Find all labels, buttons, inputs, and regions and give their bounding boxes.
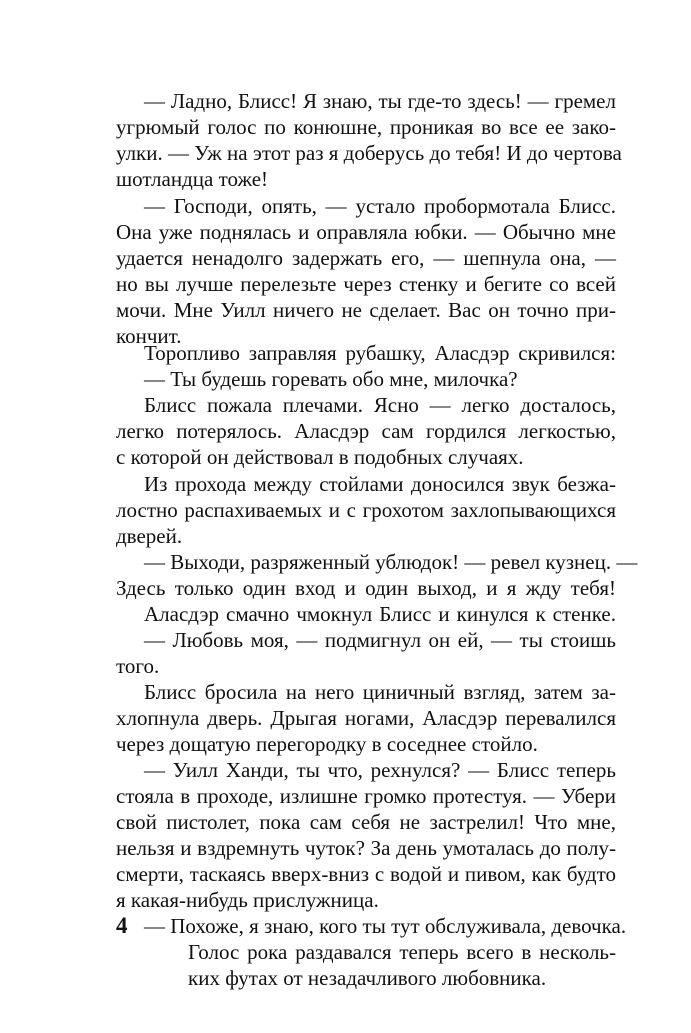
text-line: — Любовь моя, — подмигнул он ей, — ты стоишь — [144, 628, 616, 652]
text-line: того. — [116, 654, 160, 678]
text-line: — Ладно, Блисс! Я знаю, ты где-то здесь! — гремел — [144, 89, 616, 113]
text-line: улки. — Уж на этот раз я доберусь до тебя! И до чертова — [116, 141, 622, 165]
text-line: ких футах от незадачливого любовника. — [188, 966, 547, 990]
text-line: Из прохода между стойлами доносился звук безжа- — [144, 472, 616, 496]
text-line: — Господи, опять, — устало пробормотала Блисс. — [144, 194, 616, 218]
text-line: шотландца тоже! — [116, 167, 269, 191]
text-line: Блисс бросила на него циничный взгляд, затем за- — [144, 680, 616, 704]
text-line: стояла в проходе, излишне громко протестуя. — Убери — [116, 784, 616, 808]
text-line: Здесь только один вход и один выход, и я жду тебя! — [116, 576, 616, 600]
text-line: мочи. Мне Уилл ничего не сделает. Вас он точно при- — [116, 298, 616, 322]
text-line: с которой он действовал в подобных случаях. — [116, 445, 524, 469]
text-line: удается ненадолго задержать его, — шепнула она, — — [116, 246, 616, 270]
text-line: лостно распахиваемых и с грохотом захлопывающихся — [116, 498, 616, 522]
text-line: я какая-нибудь прислужница. — [116, 888, 379, 912]
text-line: кончит. — [116, 324, 182, 348]
text-line: смерти, таскаясь вверх-вниз с водой и пивом, как будто — [116, 862, 616, 886]
text-line: угрюмый голос по конюшне, проникая во все ее зако- — [116, 115, 616, 139]
text-line: через дощатую перегородку в соседнее стойло. — [116, 732, 538, 756]
page-number: 4 — [116, 913, 128, 938]
text-line: свой пистолет, пока сам себя не застрелил! Что мне, — [116, 810, 616, 834]
text-line: хлопнула дверь. Дрыгая ногами, Аласдэр перевалился — [116, 706, 616, 730]
text-line: Голос рока раздавался теперь всего в несколь- — [188, 940, 616, 964]
text-line: Блисс пожала плечами. Ясно — легко досталось, — [144, 393, 616, 417]
text-line: — Выходи, разряженный ублюдок! — ревел кузнец. — — [144, 550, 638, 574]
text-line: — Ты будешь горевать обо мне, милочка? — [144, 367, 518, 391]
text-line: Она уже поднялась и оправляла юбки. — Обычно мне — [116, 220, 616, 244]
text-line: Аласдэр смачно чмокнул Блисс и кинулся к стенке. — [144, 602, 616, 626]
text-line: легко потерялось. Аласдэр сам гордился легкостью, — [116, 419, 616, 443]
text-line: но вы лучше перелезьте через стенку и бегите со всей — [116, 272, 616, 296]
text-line: дверей. — [116, 524, 183, 548]
text-line: Торопливо заправляя рубашку, Аласдэр скривился: — [144, 341, 616, 365]
text-line: — Уилл Ханди, ты что, рехнулся? — Блисс теперь — [144, 758, 616, 782]
text-line: нельзя и вздремнуть чуток? За день умоталась до полу- — [116, 836, 616, 860]
text-line: — Похоже, я знаю, кого ты тут обслуживала, девочка. — [144, 914, 627, 938]
